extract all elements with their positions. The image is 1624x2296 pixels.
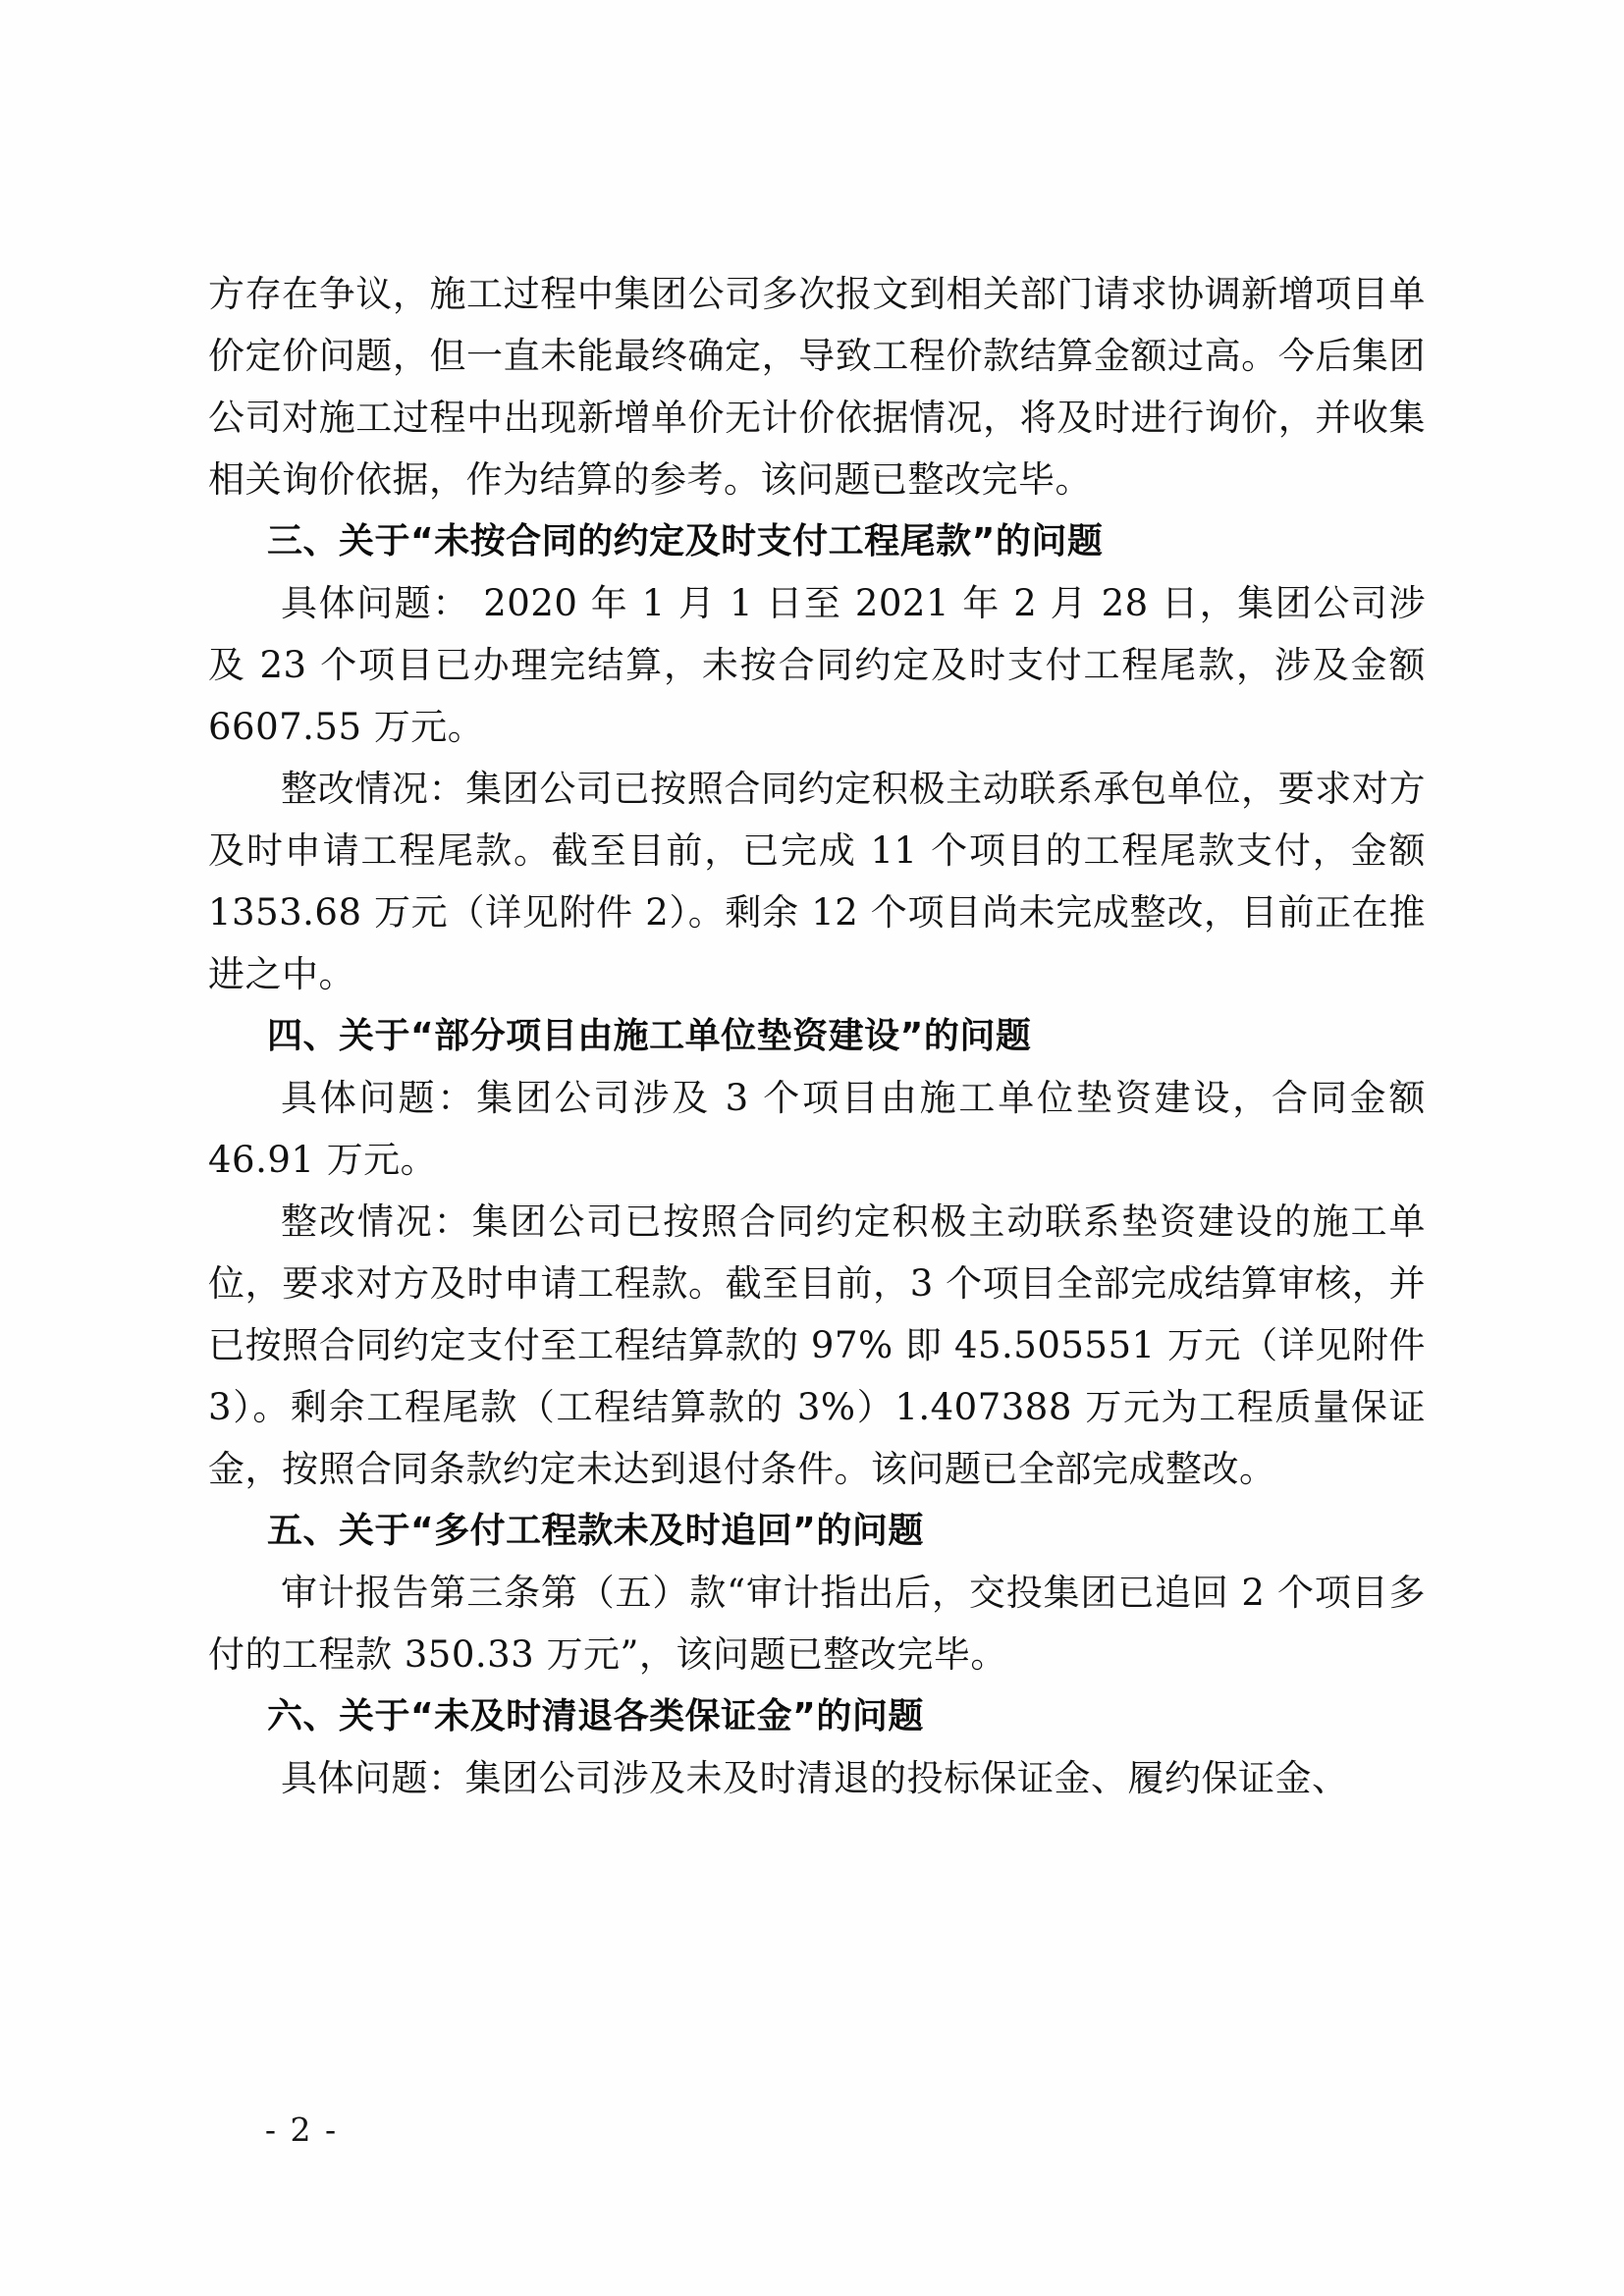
paragraph-rectification-four: 整改情况：集团公司已按照合同约定积极主动联系垫资建设的施工单位，要求对方及时申请工程款。截至目前，3 个项目全部完成结算审核，并已按照合同约定支付至工程结算款的 97% 即 45.505551 万元（详见附件 3）。剩余工程尾款（工程结算款的 3%）1.407388 万元为工程质量保证金，按照合同条款约定未达到退付条件。该问题已全部完成整改。 bbox=[208, 1201, 1426, 1490]
block-heading-four bbox=[208, 1005, 1426, 1067]
paragraph-issue-six: 具体问题：集团公司涉及未及时清退的投标保证金、履约保证金、 bbox=[281, 1757, 1349, 1799]
paragraph-rectification-three: 整改情况：集团公司已按照合同约定积极主动联系承包单位，要求对方及时申请工程尾款。截至目前，已完成 11 个项目的工程尾款支付，金额 1353.68 万元（详见附件 2）。剩余 12 个项目尚未完成整改，目前正在推进之中。 bbox=[208, 768, 1426, 995]
page-footer bbox=[0, 2110, 1624, 2149]
paragraph-continued: 方存在争议，施工过程中集团公司多次报文到相关部门请求协调新增项目单价定价问题，但一直未能最终确定，导致工程价款结算金额过高。今后集团公司对施工过程中出现新增单价无计价依据情况，将及时进行询价，并收集相关询价依据，作为结算的参考。该问题已整改完毕。 bbox=[208, 273, 1426, 501]
page-number: - 2 - bbox=[264, 2110, 339, 2149]
block-issue-five bbox=[208, 1562, 1426, 1685]
heading-five: 五、关于“多付工程款未及时追回”的问题 bbox=[267, 1511, 924, 1551]
heading-four: 四、关于“部分项目由施工单位垫资建设”的问题 bbox=[267, 1016, 1032, 1056]
block-rectification-three bbox=[208, 758, 1426, 1005]
block-heading-three bbox=[208, 510, 1426, 572]
heading-six: 六、关于“未及时清退各类保证金”的问题 bbox=[267, 1696, 924, 1736]
paragraph-issue-three: 具体问题： 2020 年 1 月 1 日至 2021 年 2 月 28 日，集团公司涉及 23 个项目已办理完结算，未按合同约定及时支付工程尾款，涉及金额 6607.55 万元。 bbox=[208, 582, 1426, 748]
page-content bbox=[208, 263, 1426, 1809]
block-paragraph-continued bbox=[208, 263, 1426, 510]
heading-three: 三、关于“未按合同的约定及时支付工程尾款”的问题 bbox=[267, 521, 1104, 561]
block-heading-six bbox=[208, 1685, 1426, 1747]
block-heading-five bbox=[208, 1500, 1426, 1562]
block-issue-four bbox=[208, 1067, 1426, 1191]
paragraph-issue-five: 审计报告第三条第（五）款“审计指出后，交投集团已追回 2 个项目多付的工程款 350.33 万元”，该问题已整改完毕。 bbox=[208, 1572, 1426, 1676]
block-rectification-four bbox=[208, 1191, 1426, 1500]
paragraph-issue-four: 具体问题：集团公司涉及 3 个项目由施工单位垫资建设，合同金额 46.91 万元。 bbox=[208, 1077, 1426, 1181]
block-issue-six bbox=[208, 1747, 1426, 1809]
block-issue-three bbox=[208, 572, 1426, 758]
